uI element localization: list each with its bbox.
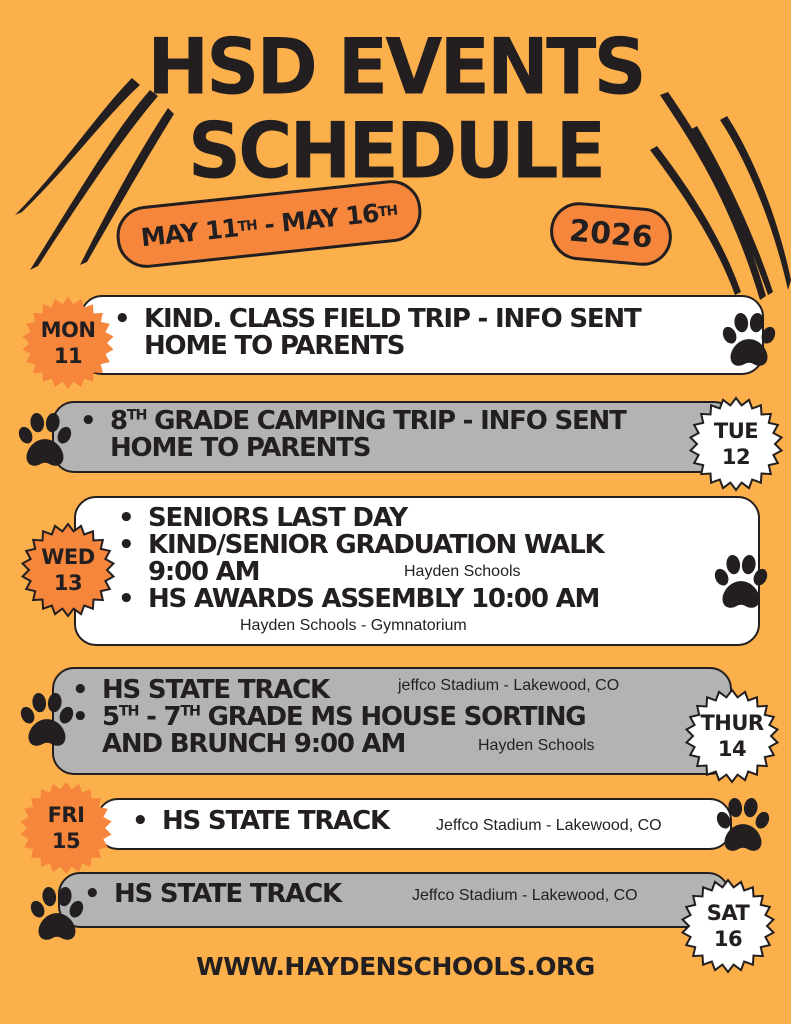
friday-event: • HS STATE TRACK xyxy=(130,808,389,835)
thursday-grade-from: 5 xyxy=(102,702,119,732)
monday-event-line-1: KIND. CLASS FIELD TRIP - INFO SENT xyxy=(144,304,641,334)
wednesday-event: • HS AWARDS ASSEMBLY 10:00 AM xyxy=(116,586,604,613)
tuesday-day-number: 12 xyxy=(721,445,751,469)
thursday-badge xyxy=(684,688,780,784)
wednesday-location-2: Hayden Schools - Gymnatorium xyxy=(240,617,467,634)
tuesday-event-line-2: HOME TO PARENTS xyxy=(110,433,371,463)
monday-day-label: MON xyxy=(40,318,96,342)
date-end: MAY 16 xyxy=(279,198,380,238)
thursday-grade-to-suffix: TH xyxy=(180,703,200,720)
monday-event xyxy=(112,306,641,360)
wednesday-location-1: Hayden Schools xyxy=(404,563,521,580)
date-start: MAY 11 xyxy=(139,212,240,252)
date-end-suffix: TH xyxy=(377,202,398,221)
page-title-line-2: SCHEDULE xyxy=(187,105,604,197)
friday-events xyxy=(130,808,389,835)
page-title-line-1: HSD EVENTS xyxy=(147,21,644,113)
thursday-event-line-1: GRADE MS HOUSE SORTING xyxy=(199,702,586,732)
wednesday-day-number: 13 xyxy=(53,571,83,595)
tuesday-event-line-1: GRADE CAMPING TRIP - INFO SENT xyxy=(146,406,626,436)
friday-day-label: FRI xyxy=(47,803,85,827)
friday-day-number: 15 xyxy=(51,829,81,853)
wednesday-events xyxy=(116,505,604,613)
monday-events xyxy=(112,306,641,360)
tuesday-event xyxy=(78,408,626,462)
wednesday-event xyxy=(116,532,604,586)
wednesday-day-label: WED xyxy=(41,545,95,569)
tuesday-grade-number: 8 xyxy=(110,406,127,436)
saturday-events xyxy=(82,881,341,908)
paw-print-icon xyxy=(26,884,88,946)
thursday-location-2: Hayden Schools xyxy=(478,737,595,754)
year-badge: 2026 xyxy=(548,200,675,268)
wednesday-event-line-1: KIND/SENIOR GRADUATION WALK xyxy=(148,530,604,560)
thursday-grade-to: - 7 xyxy=(138,702,181,732)
friday-location: Jeffco Stadium - Lakewood, CO xyxy=(436,817,662,834)
thursday-day-number: 14 xyxy=(717,737,747,761)
paw-print-icon xyxy=(16,690,78,752)
saturday-event: • HS STATE TRACK xyxy=(82,881,341,908)
monday-badge xyxy=(20,295,116,391)
thursday-event-line-2: AND BRUNCH 9:00 AM xyxy=(102,729,406,759)
date-separator: - xyxy=(255,208,283,240)
saturday-day-number: 16 xyxy=(713,927,743,951)
date-start-suffix: TH xyxy=(237,217,258,236)
tuesday-day-label: TUE xyxy=(713,419,759,443)
thursday-grade-from-suffix: TH xyxy=(118,703,139,720)
monday-day-number: 11 xyxy=(53,344,83,368)
paw-print-icon xyxy=(712,795,774,857)
tuesday-grade-suffix: TH xyxy=(126,407,147,424)
saturday-location: Jeffco Stadium - Lakewood, CO xyxy=(412,887,638,904)
thursday-day-label: THUR xyxy=(700,711,764,735)
friday-badge xyxy=(18,780,114,876)
paw-print-icon xyxy=(718,310,780,372)
website-link[interactable]: WWW.HAYDENSCHOOLS.ORG xyxy=(196,952,595,981)
paw-print-icon xyxy=(710,552,772,614)
wednesday-event-line-2: 9:00 AM xyxy=(148,557,260,587)
wednesday-event: • SENIORS LAST DAY xyxy=(116,505,604,532)
paw-print-icon xyxy=(14,410,76,472)
thursday-event: • HS STATE TRACK xyxy=(70,677,585,704)
wednesday-badge xyxy=(20,522,116,618)
tuesday-events xyxy=(78,408,626,462)
tuesday-badge xyxy=(688,396,784,492)
saturday-day-label: SAT xyxy=(706,901,750,925)
thursday-location-1: jeffco Stadium - Lakewood, CO xyxy=(398,677,620,694)
monday-event-line-2: HOME TO PARENTS xyxy=(144,331,405,361)
